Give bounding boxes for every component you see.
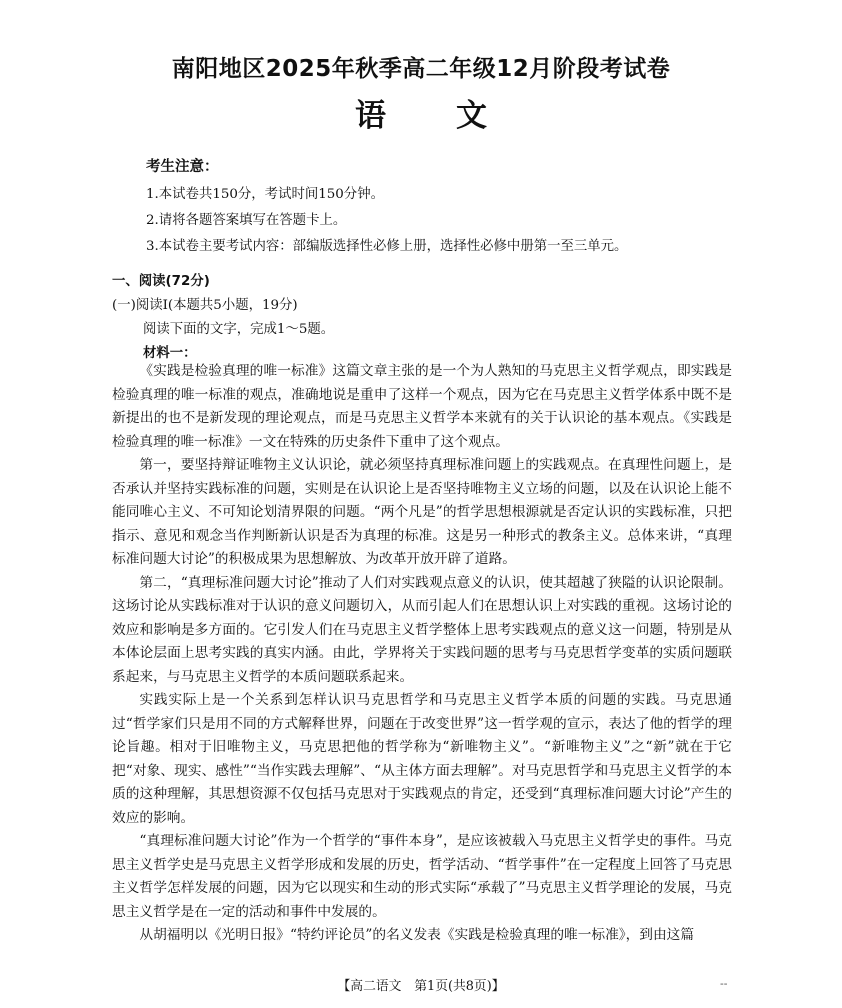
passage-paragraph: 《实践是检验真理的唯一标准》这篇文章主张的是一个为人熟知的马克思主义哲学观点，即实践是检验真理的唯一标准的观点，准确地说是重申了这样一个观点，因为它在马克思主义哲学体系中既不是新提出的也不是新发现的理论观点，而是马克思主义哲学本来就有的关于认识论的基本观点。《实践是检验真理的唯一标准》一文在特殊的历史条件下重申了这个观点。 [112,363,732,450]
passage-paragraph: 从胡福明以《光明日报》“特约评论员”的名义发表《实践是检验真理的唯一标准》，到由这篇 [139,927,695,943]
notice-item: 2.请将各题答案填写在答题卡上。 [146,213,347,228]
notice-title: 考生注意： [146,159,219,175]
notice-item: 3.本试卷主要考试内容：部编版选择性必修上册，选择性必修中册第一至三单元。 [146,239,628,254]
page-footer: 【高二语文 第1页(共8页)】 [337,979,505,994]
passage-paragraph: 实践实际上是一个关系到怎样认识马克思哲学和马克思主义哲学本质的问题的实践。马克思通过“哲学家们只是用不同的方式解释世界，问题在于改变世界”这一哲学观的宣示，表达了他的哲学的理论旨趣。相对于旧唯物主义，马克思把他的哲学称为“新唯物主义”。“新唯物主义”之“新”就在于它把“对象、现实、感性”“当作实践去理解”、“从主体方面去理解”。对马克思哲学和马克思主义哲学的本质的这种理解，其思想资源不仅包括马克思对于实践观点的肯定，还受到“真理标准问题大讨论”产生的效应的影响。 [112,692,732,826]
footer-mark: -- [720,977,728,990]
material-label: 材料一： [143,346,197,361]
subject-title: 语文 [355,98,557,134]
reading-passage [112,360,732,948]
candidate-notice [146,155,746,260]
section-subheading: (一)阅读Ⅰ(本题共5小题，19分) [112,298,298,313]
section-heading: 一、阅读(72分) [112,274,210,289]
exam-title: 南阳地区2025年秋季高二年级12月阶段考试卷 [171,56,671,82]
passage-paragraph: “真理标准问题大讨论”作为一个哲学的“事件本身”，是应该被载入马克思主义哲学史的事件。马克思主义哲学史是马克思主义哲学形成和发展的历史，哲学活动、“哲学事件”在一定程度上回答了马克思主义哲学怎样发展的问题，因为它以现实和生动的形式实际“承载了”马克思主义哲学理论的发展，马克思主义哲学是在一定的活动和事件中发展的。 [112,833,732,920]
reading-instruction: 阅读下面的文字，完成1～5题。 [143,322,335,337]
passage-paragraph: 第二，“真理标准问题大讨论”推动了人们对实践观点意义的认识，使其超越了狭隘的认识论限制。这场讨论从实践标准对于认识的意义问题切入，从而引起人们在思想认识上对实践的重视。这场讨论的效应和影响是多方面的。它引发人们在马克思主义哲学整体上思考实践观点的意义这一问题，特别是从本体论层面上思考实践的真实内涵。由此，学界将关于实践问题的思考与马克思哲学变革的实质问题联系起来，与马克思主义哲学的本质问题联系起来。 [112,574,732,685]
notice-item: 1.本试卷共150分，考试时间150分钟。 [146,187,384,202]
passage-paragraph: 第一，要坚持辩证唯物主义认识论，就必须坚持真理标准问题上的实践观点。在真理性问题上，是否承认并坚持实践标准的问题，实则是在认识论上是否坚持唯物主义立场的问题，以及在认识论上能不能同唯心主义、不可知论划清界限的问题。“两个凡是”的哲学思想根源就是否定认识的实践标准，只把指示、意见和观念当作判断新认识是否为真理的标准。这是另一种形式的教条主义。总体来讲，“真理标准问题大讨论”的积极成果为思想解放、为改革开放开辟了道路。 [112,457,732,567]
